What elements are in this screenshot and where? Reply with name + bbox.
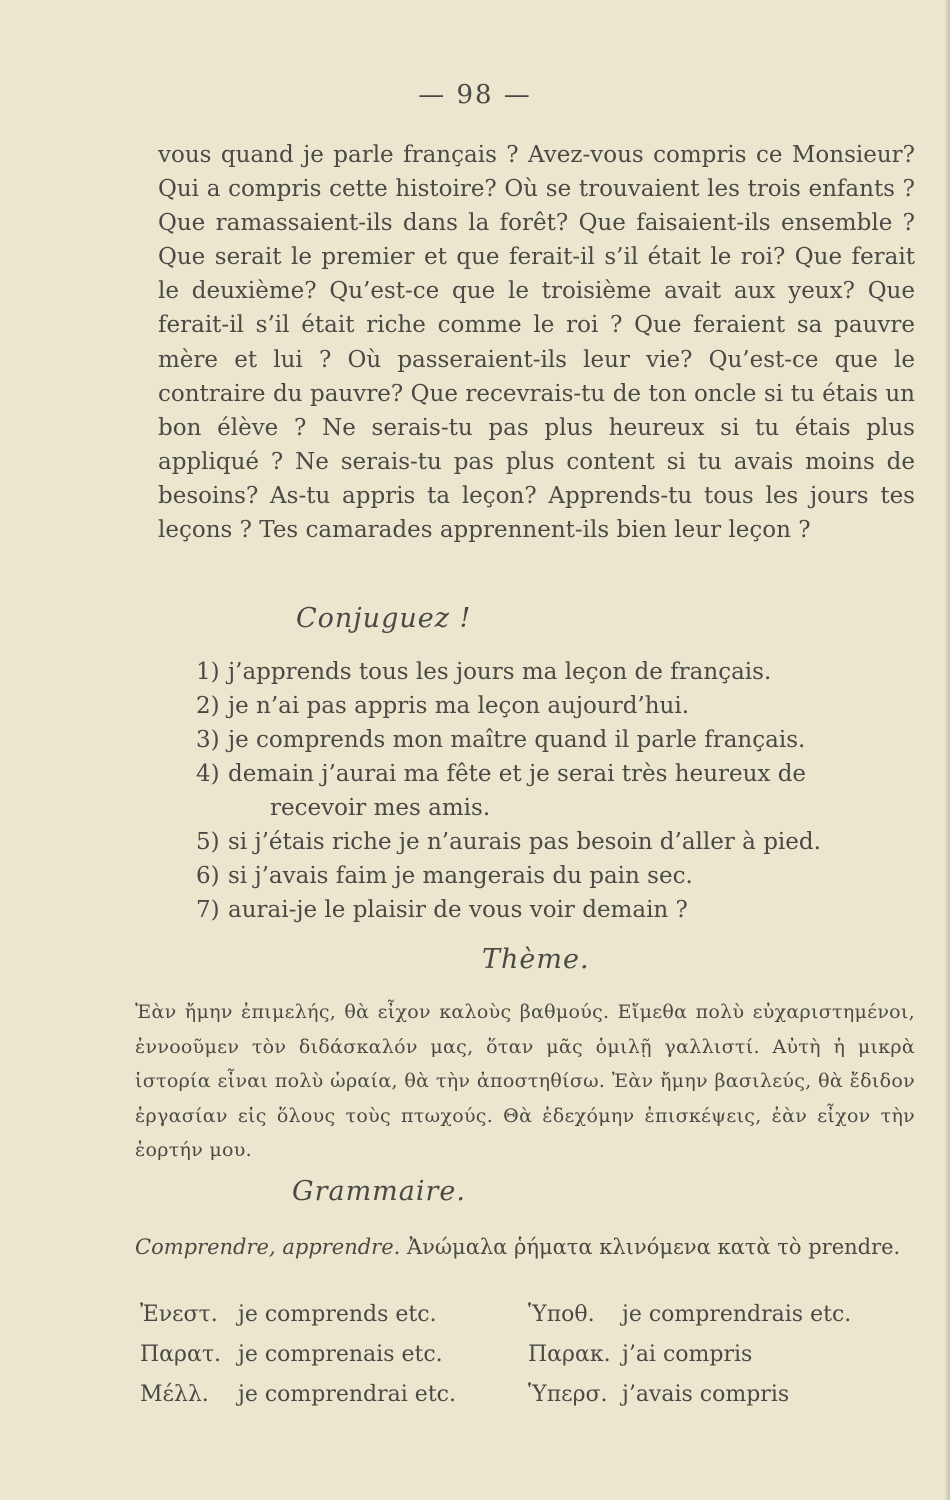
grammar-intro-rest: Ἀνώμαλα ῥήματα κλινόμενα κατὰ τὸ prendre. [400, 1235, 901, 1259]
list-item [196, 757, 916, 791]
page-number: — 98 — [418, 80, 532, 110]
item-number: 2) [196, 693, 220, 719]
list-item [196, 859, 916, 893]
grammar-intro-verbs: Comprendre, apprendre. [135, 1235, 401, 1259]
item-number: 1) [196, 659, 220, 685]
tense-form: je comprendrai etc. [238, 1382, 456, 1407]
item-text: j’apprends tous les jours ma leçon de français. [228, 659, 772, 685]
list-item [196, 893, 916, 927]
item-number: 6) [196, 863, 220, 889]
page-edge-shadow [944, 0, 950, 1500]
tense-label: Ὑπερσ. [528, 1382, 608, 1407]
theme-text: Ἐὰν ἤμην ἐπιμελής, θὰ εἶχον καλοὺς βαθμούς. Εἴμεθα πολὺ εὐχαριστημένοι, ἐννοοῦμεν τὸν διδάσκαλόν μας, ὅταν μᾶς ὁμιλῇ γαλλιστί. Αὐτὴ ἡ μικρὰ ἱστορία εἶναι πολὺ ὡραία, θὰ τὴν ἀποστηθίσω. Ἐὰν ἤμην βασιλεύς, θὰ ἔδιδον ἐργασίαν εἰς ὅλους τοὺς πτωχούς. Θὰ ἐδεχόμην ἐπισκέψεις, ἐὰν εἶχον τὴν ἑορτήν μου. [135, 1001, 915, 1161]
list-item [196, 723, 916, 757]
item-number: 7) [196, 897, 220, 923]
item-continuation: recevoir mes amis. [270, 795, 491, 821]
tense-label: Ὑποθ. [528, 1302, 595, 1327]
item-text: aurai-je le plaisir de vous voir demain ? [228, 897, 688, 923]
item-number: 4) [196, 761, 220, 787]
table-row [140, 1382, 920, 1422]
conjugation-list [196, 655, 916, 927]
item-text: si j’avais faim je mangerais du pain sec. [228, 863, 693, 889]
item-number: 5) [196, 829, 220, 855]
table-row [140, 1302, 920, 1342]
tense-form: je comprendrais etc. [622, 1302, 852, 1327]
grammar-intro [135, 1230, 915, 1264]
item-number: 3) [196, 727, 220, 753]
tense-label: Παρατ. [140, 1342, 221, 1367]
item-text: demain j’aurai ma fête et je serai très heureux de [228, 761, 807, 787]
list-item [196, 655, 916, 689]
question-paragraph: vous quand je parle français ? Avez-vous compris ce Monsieur? Qui a compris cette histoire? Où se trouvaient les trois enfants ? Que ramassaient-ils dans la forêt? Que faisaient-ils ensemble ? Que serait le premier et que ferait-il s’il était le roi? Que ferait le deuxième? Qu’est-ce que le troisième avait aux yeux? Que ferait-il s’il était riche comme le roi ? Que feraient sa pauvre mère et lui ? Où passeraient-ils leur vie? Qu’est-ce que le contraire du pauvre? Que recevrais-tu de ton oncle si tu étais un bon élève ? Ne serais-tu pas plus heureux si tu étais plus appliqué ? Ne serais-tu pas plus content si tu avais moins de besoins? As-tu appris ta leçon? Apprends-tu tous les jours tes leçons ? Tes camarades apprennent-ils bien leur leçon ? [158, 142, 915, 544]
tense-form: je comprenais etc. [238, 1342, 443, 1367]
item-text: si j’étais riche je n’aurais pas besoin d’aller à pied. [228, 829, 821, 855]
tense-form: j’avais compris [622, 1382, 790, 1407]
tense-form: j’ai compris [622, 1342, 753, 1367]
list-item [196, 825, 916, 859]
theme-heading: Thème. [482, 944, 590, 975]
grammaire-heading: Grammaire. [292, 1176, 466, 1207]
tense-label: Παρακ. [528, 1342, 611, 1367]
table-row [140, 1342, 920, 1382]
list-item [196, 689, 916, 723]
item-text: je n’ai pas appris ma leçon aujourd’hui. [228, 693, 690, 719]
item-text: je comprends mon maître quand il parle français. [228, 727, 806, 753]
verb-forms-table [140, 1302, 920, 1422]
tense-label: Ἐνεστ. [140, 1302, 218, 1327]
tense-label: Μέλλ. [140, 1382, 209, 1407]
tense-form: je comprends etc. [238, 1302, 437, 1327]
conjuguez-heading: Conjuguez ! [296, 603, 472, 634]
